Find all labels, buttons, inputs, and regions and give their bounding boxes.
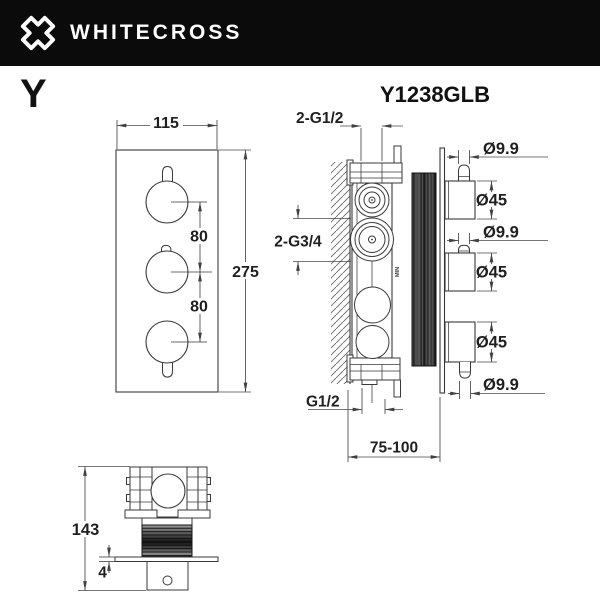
tv-screw-hole xyxy=(163,576,172,585)
handle-stem-1 xyxy=(459,165,470,181)
dim-spacing-2: 80 xyxy=(190,298,208,316)
dim-top-thread: 2-G1/2 xyxy=(296,110,344,127)
handle-body-3 xyxy=(445,322,475,362)
dim-knob-2: Ø45 xyxy=(475,263,508,282)
dim-front-height: 275 xyxy=(232,264,259,281)
dim-stem-2: Ø9.9 xyxy=(483,223,519,242)
dim-front-width: 115 xyxy=(153,115,179,132)
top-view xyxy=(70,467,218,591)
top-bracket xyxy=(350,163,402,183)
handle-body-1 xyxy=(445,181,475,219)
series-label: Y xyxy=(20,72,47,116)
cartridge-circle-2 xyxy=(356,326,389,359)
tv-threaded-block xyxy=(142,525,192,556)
min-depth-label: MIN xyxy=(395,266,401,278)
dim-stem-1: Ø9.9 xyxy=(483,140,519,158)
dim-mid-thread: 2-G3/4 xyxy=(274,233,322,251)
dim-stem-3: Ø9.9 xyxy=(483,376,519,394)
wall-hatch xyxy=(331,162,350,384)
dim-depth-range: 75-100 xyxy=(369,439,419,457)
dim-knob-1: Ø45 xyxy=(475,191,508,210)
dim-bottom-thread: G1/2 xyxy=(306,393,340,411)
tv-cover-plate xyxy=(115,557,218,562)
handle-stem-2 xyxy=(459,245,470,253)
handle-profiles xyxy=(445,140,548,399)
dim-plate-thickness: 4 xyxy=(98,564,107,582)
tv-cartridge-circle xyxy=(151,474,185,508)
model-number: Y1238GLB xyxy=(379,82,490,107)
bottom-bracket xyxy=(350,358,400,380)
cover-plate-edge xyxy=(440,148,445,393)
trim-plate-section xyxy=(412,173,436,366)
handle-body-2 xyxy=(445,253,475,291)
front-view xyxy=(116,113,262,392)
bottom-outlet-pipe xyxy=(394,380,401,397)
side-view xyxy=(274,110,444,462)
dim-knob-3: Ø45 xyxy=(475,333,508,352)
dim-tv-height: 143 xyxy=(71,521,100,539)
brand-name: WHITECROSS xyxy=(70,21,243,44)
dim-spacing-1: 80 xyxy=(190,228,208,246)
cartridge-circle-1 xyxy=(355,287,391,323)
handle-stem-3 xyxy=(460,362,471,378)
